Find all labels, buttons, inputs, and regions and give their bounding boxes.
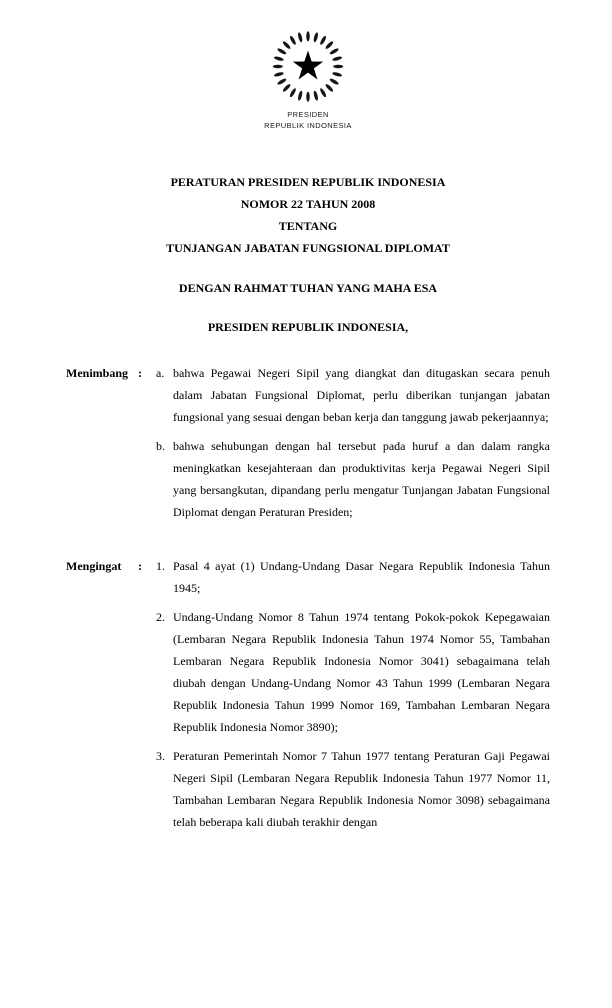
list-item [156, 435, 550, 523]
list-item [156, 745, 550, 833]
enacting-authority-line: PRESIDEN REPUBLIK INDONESIA, [207, 320, 409, 334]
section-label-colon: : [138, 366, 142, 380]
item-text: Pasal 4 ayat (1) Undang-Undang Dasar Negara Republik Indonesia Tahun 1945; [173, 559, 550, 595]
section-items [156, 555, 550, 833]
invocation-line: DENGAN RAHMAT TUHAN YANG MAHA ESA [178, 281, 438, 295]
title-block [66, 171, 550, 259]
section-label-text: Mengingat [66, 559, 122, 573]
org-name-line2: REPUBLIK INDONESIA [264, 120, 352, 130]
section-label-text: Menimbang [66, 366, 129, 380]
list-item [156, 362, 550, 428]
section-menimbang [66, 362, 550, 523]
regulation-number-line: NOMOR 22 TAHUN 2008 [240, 197, 376, 211]
org-name-line1: PRESIDEN [287, 110, 329, 119]
item-marker: 3. [156, 749, 165, 763]
item-marker: 2. [156, 610, 165, 624]
item-text: bahwa sehubungan dengan hal tersebut pada huruf a dan dalam rangka meningkatkan kesejahteraan dan produktivitas kerja Pegawai Negeri Sipil yang bersangkutan, dipandang perlu mengatur Tunjangan Jabatan Fungsional Diplomat dengan Peraturan Presiden; [173, 439, 550, 519]
section-mengingat [66, 555, 550, 833]
section-label-colon: : [138, 559, 142, 573]
item-text: Undang-Undang Nomor 8 Tahun 1974 tentang Pokok-pokok Kepegawaian (Lembaran Negara Republik Indonesia Tahun 1974 Nomor 55, Tambahan Lembaran Negara Republik Indonesia Nomor 3041) sebagaimana telah diubah dengan Undang-Undang Nomor 43 Tahun 1999 (Lembaran Negara Republik Indonesia Tahun 1999 Nomor 169, Tambahan Lembaran Negara Republik Indonesia Nomor 3890); [173, 610, 550, 734]
presidential-seal-icon [271, 28, 345, 105]
list-item [156, 606, 550, 738]
item-marker: a. [156, 366, 165, 380]
item-text: Peraturan Pemerintah Nomor 7 Tahun 1977 tentang Peraturan Gaji Pegawai Negeri Sipil (Lembaran Negara Republik Indonesia Tahun 1977 Nomor 11, Tambahan Lembaran Negara Republik Indonesia Nomor 3098) sebagaimana telah beberapa kali diubah terakhir dengan [173, 749, 550, 829]
item-text: bahwa Pegawai Negeri Sipil yang diangkat dan ditugaskan secara penuh dalam Jabatan Fungsional Diplomat, perlu diberikan tunjangan jabatan fungsional yang sesuai dengan beban kerja dan tanggung jawab pekerjaannya; [173, 366, 550, 424]
letterhead [66, 28, 550, 131]
item-marker: b. [156, 439, 165, 453]
tentang-line: TENTANG [278, 219, 338, 233]
regulation-title-line: PERATURAN PRESIDEN REPUBLIK INDONESIA [170, 175, 446, 189]
section-label [66, 362, 142, 523]
item-marker: 1. [156, 559, 165, 573]
section-label [66, 555, 142, 833]
section-items [156, 362, 550, 523]
subject-line: TUNJANGAN JABATAN FUNGSIONAL DIPLOMAT [166, 241, 450, 255]
list-item [156, 555, 550, 599]
